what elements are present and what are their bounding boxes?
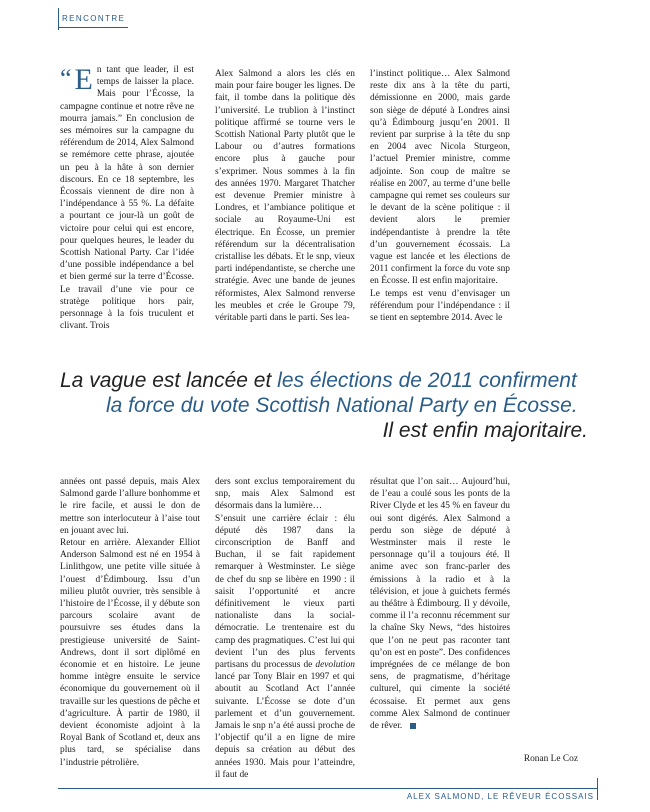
pull-quote-line-3: Il est enfin majoritaire. xyxy=(382,419,588,442)
end-mark-square-icon xyxy=(410,723,416,729)
author-signature: Ronan Le Coz xyxy=(523,754,578,764)
paragraph-text: S’ensuit une carrière éclair : élu député dès 1987 dans la circonscription de Banff and Buchan, il se fait rapidement remarquer à Westminster. Le siège de chef du snp se libère en 1990 : il saisit l’opportunité et ancre définitivement le vieux parti nationaliste dans la social-démocratie. Le trentenaire est du camp des pragmatiques. C’est lui qui devient l’un des plus fervents partisans du processus de xyxy=(215,513,355,671)
drop-cap: E xyxy=(74,63,93,96)
top-column-2 xyxy=(215,68,355,324)
footer-rule xyxy=(58,788,598,789)
paragraph: Retour en arrière. Alexander Elliot Anderson Salmond est né en 1954 à Linlithgow, une petite ville située à l’ouest d’Édimbourg. Issu d’un milieu plutôt ouvrier, très sensible à l’histoire de l’Écosse, il y débute son parcours scolaire avant de poursuivre ses études dans la prestigieuse université de Saint-Andrews, dont il sort diplômé en économie et en histoire. Le jeune homme intègre ensuite le service économique du gouvernement où il travaille sur les questions de pêche et d’agriculture. À partir de 1980, il devient économiste adjoint à la Royal Bank of Scotland et, deux ans plus tard, se spécialise dans l’industrie pétrolière. xyxy=(60,538,200,768)
pull-quote-line-2: la force du vote Scottish National Party en Écosse. xyxy=(106,394,578,417)
section-rubric: RENCONTRE xyxy=(62,14,126,23)
bottom-column-2 xyxy=(215,476,355,781)
top-column-3 xyxy=(370,68,510,324)
pull-quote-line-1 xyxy=(40,368,600,393)
pull-quote xyxy=(40,368,600,443)
opening-paragraph xyxy=(60,64,194,332)
paragraph: ders sont exclus temporairement du snp, mais Alex Salmond est désormais dans la lumière… xyxy=(215,477,355,512)
running-title: ALEX SALMOND, LE RÊVEUR ÉCOSSAIS xyxy=(406,792,594,801)
paragraph xyxy=(215,513,355,781)
paragraph: Alex Salmond a alors les clés en main pour faire bouger les lignes. De fait, il tombe dans la politique dès l’université. Le trublion à l’instinct politique affirmé se tourne vers le Scottish National Party plutôt que le Labour ou d’autres formations encore plus à gauche pour s’exprimer. Nous sommes à la fin des années 1970. Margaret Thatcher est devenue Premier ministre à Londres, et l’ambiance politique et sociale au Royaume-Uni est électrique. En Écosse, un premier référendum sur la décentralisation cristallise les débats. Et le snp, vieux parti indépendantiste, se cherche une stratégie. Avec une bande de jeunes réformistes, Alex Salmond renverse les meubles et crée le Groupe 79, véritable parti dans le parti. Ses lea- xyxy=(215,69,355,324)
paragraph: l’instinct politique… Alex Salmond reste dix ans à la tête du parti, démissionne en 2000, mais garde son siège de député à Londres ainsi qu’à Édimbourg jusqu’en 2001. Il revient par surprise à la tête du snp en 2004 avec Nicola Sturgeon, l’actuel Premier ministre, comme adjointe. Son coup de maître se réalise en 2007, au terme d’une belle campagne qui remet ses couleurs sur le devant de la scène politique : il devient alors le premier indépendantiste à prendre la tête d’un gouvernement écossais. La vague est lancée et les élections de 2011 confirment la force du vote snp en Écosse. Il est enfin majoritaire. xyxy=(370,69,510,287)
paragraph: années ont passé depuis, mais Alex Salmond garde l’allure bonhomme et le rire facile, et aussi le don de mettre son interlocuteur à l’aise tout en jouant avec lui. xyxy=(60,477,200,536)
paragraph-text: lancé par Tony Blair en 1997 et qui aboutit au Scotland Act l’année suivante. L’Écosse se dote d’un parlement et d’un gouvernement. Jamais le snp n’a été aussi proche de l’objectif qu’il a en ligne de mire depuis sa création au début des années 1930. Mais pour l’atteindre, il faut de xyxy=(215,672,355,780)
footer-vertical-rule xyxy=(597,778,598,800)
paragraph: Le temps est venu d’envisager un référendum pour l’indépendance : il se tient en septembre 2014. Avec le xyxy=(370,288,510,324)
pull-quote-text: La vague est lancée et xyxy=(60,369,278,392)
opening-quote-mark: “ xyxy=(60,64,72,93)
paragraph xyxy=(370,476,510,732)
paragraph-text: n tant que leader, il est temps de laisser la place. Mais pour l’Écosse, la campagne continue et notre rêve ne mourra jamais.” En conclusion de ses mémoires sur la campagne du référendum de 2014, Alex Salmond se remémore cette phrase, ajoutée un peu à la hâte à son dernier discours. En ce 18 septembre, les Écossais viennent de dire non à l’indépendance à 55 %. La défaite a pourtant ce jour-là un goût de victoire pour celui qui est encore, pour quelques heures, le leader du Scottish National Party. Car l’idée d’une possible indépendance a bel et bien germé sur la terre d’Écosse. Le travail d’une vie pour ce stratège politique hors pair, personnage à la fois truculent et clivant. Trois xyxy=(60,65,194,332)
italic-term: devolution xyxy=(315,660,355,671)
pull-quote-highlight: les élections de 2011 confirment xyxy=(277,369,577,392)
top-column-1 xyxy=(60,64,194,332)
bottom-column-3 xyxy=(370,476,510,732)
bottom-column-1 xyxy=(60,476,200,769)
header-horizontal-rule xyxy=(58,27,128,28)
paragraph-text: résultat que l’on sait… Aujourd’hui, de l’eau a coulé sous les ponts de la River Clyde et les 45 % en faveur du oui sont digérés. Alex Salmond a perdu son siège de député à Westminster mais il reste le personnage qu’il a toujours été. Il anime avec son franc-parler des émissions à la radio et à la télévision, et joue à guichets fermés au théâtre à Édimbourg. Il y dévoile, comme il l’a reconnu récemment sur la chaîne Sky News, “des histoires que l’on ne peut pas raconter tant qu’on est en poste”. Des confidences imprégnées de ce mélange de bon sens, de pragmatisme, d’héritage culturel, qui cimente la société écossaise. Et permet aux gens comme Alex Salmond de continuer de rêver. xyxy=(370,477,510,732)
